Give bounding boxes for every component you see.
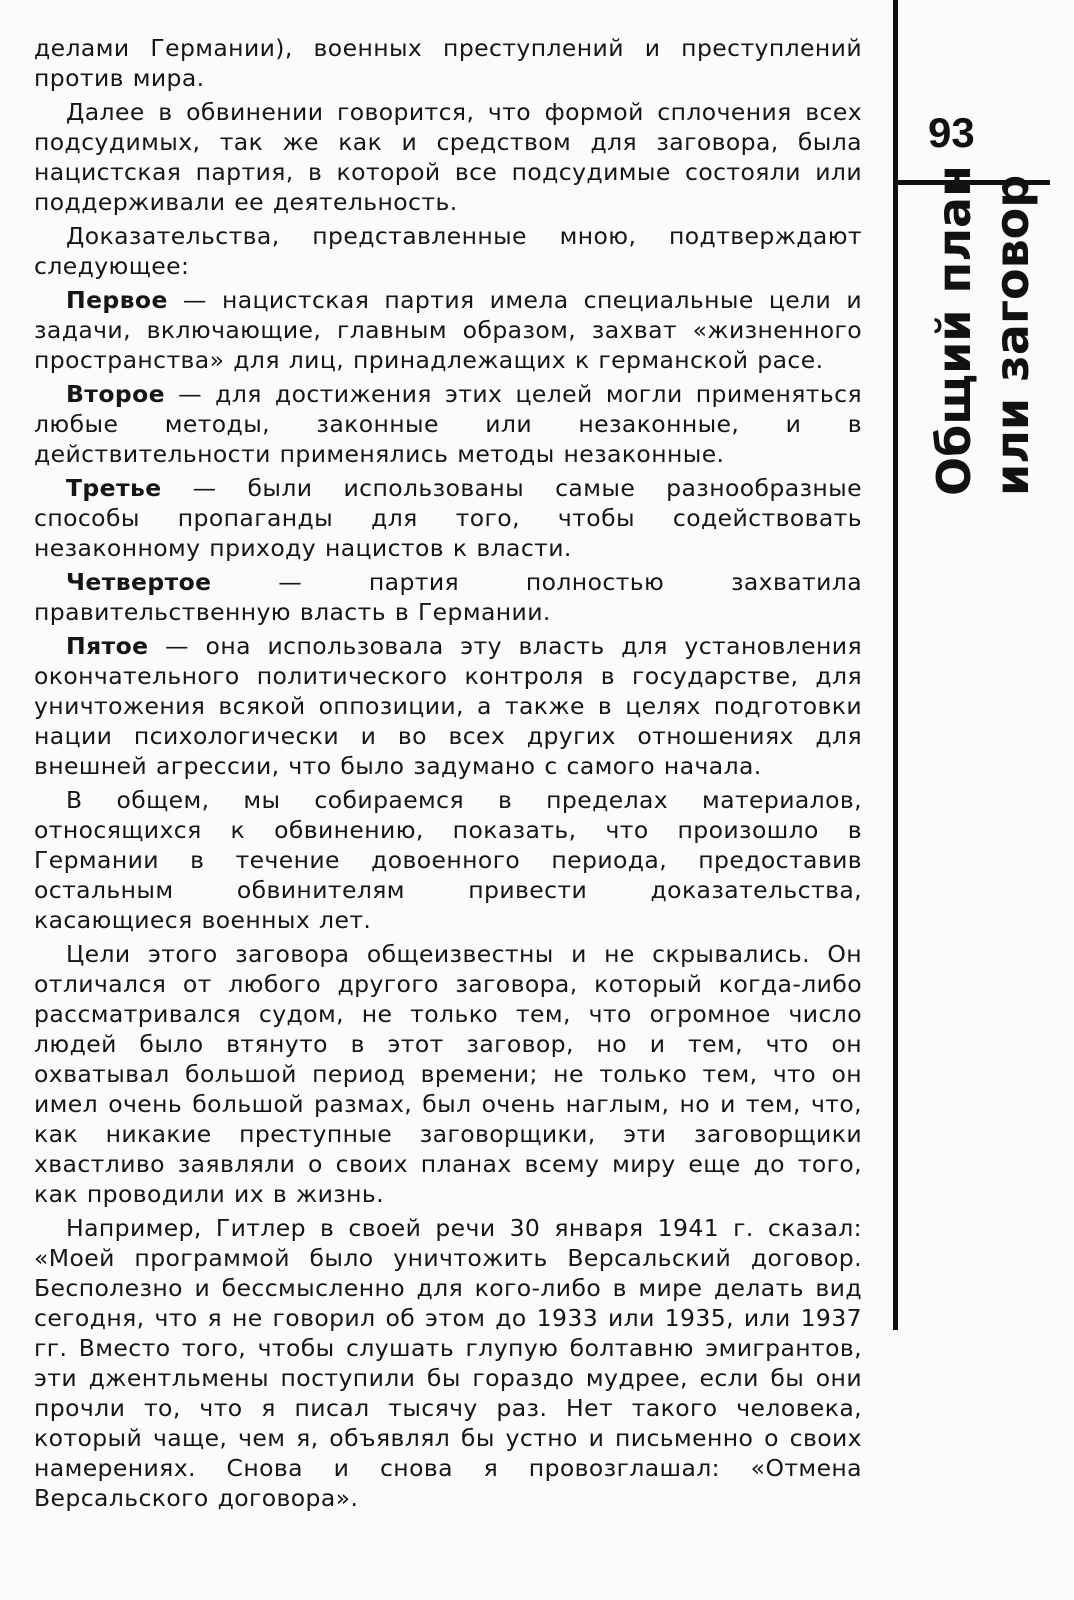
paragraph-fifth-point xyxy=(34,631,862,781)
paragraph-first-point xyxy=(34,285,862,375)
paragraph-text: — были использованы самые разнообразные способы пропаганды для того, чтобы содействовать незаконному приходу нацистов к власти. xyxy=(34,474,862,562)
paragraph-10 xyxy=(34,939,862,1209)
paragraph-third-point xyxy=(34,473,862,563)
body-text xyxy=(34,33,862,1517)
paragraph-text: Доказательства, представленные мною, подтверждают следующее: xyxy=(34,222,862,280)
running-title-line-2: или заговор xyxy=(985,174,1039,496)
paragraph-text: — партия полностью захватила правительственную власть в Германии. xyxy=(34,568,862,626)
paragraph-lead: Пятое xyxy=(66,632,149,660)
running-title xyxy=(925,165,1041,496)
page-number: 93 xyxy=(928,109,975,156)
paragraph-fourth-point xyxy=(34,567,862,627)
paragraph-lead: Первое xyxy=(66,286,168,314)
paragraph-1 xyxy=(34,33,862,93)
margin-vertical-rule xyxy=(893,0,898,1330)
paragraph-lead: Третье xyxy=(66,474,162,502)
paragraph-text: делами Германии), военных преступлений и преступлений против мира. xyxy=(34,34,862,92)
paragraph-second-point xyxy=(34,379,862,469)
running-title-line-1: Общий план xyxy=(927,165,981,496)
paragraph-11 xyxy=(34,1213,862,1513)
paragraph-text: В общем, мы собираемся в пределах материалов, относящихся к обвинению, показать, что произошло в Германии в течение довоенного периода, предоставив остальным обвинителям привести доказательства, касающиеся военных лет. xyxy=(34,786,862,934)
paragraph-lead: Второе xyxy=(66,380,165,408)
paragraph-text: Далее в обвинении говорится, что формой сплочения всех подсудимых, так же как и средством для заговора, была нацистская партия, в которой все подсудимые состояли или поддерживали ее деятельность. xyxy=(34,98,862,216)
paragraph-text: — она использовала эту власть для установления окончательного политического контроля в государстве, для уничтожения всякой оппозиции, а также в целях подготовки нации психологически и во всех других отношениях для внешней агрессии, что было задумано с самого начала. xyxy=(34,632,862,780)
paragraph-lead: Четвертое xyxy=(66,568,212,596)
paragraph-text: — нацистская партия имела специальные цели и задачи, включающие, главным образом, захват «жизненного пространства» для лиц, принадлежащих к германской расе. xyxy=(34,286,862,374)
paragraph-3 xyxy=(34,221,862,281)
paragraph-2 xyxy=(34,97,862,217)
paragraph-text: — для достижения этих целей могли применяться любые методы, законные или незаконные, и в действительности применялись методы незаконные. xyxy=(34,380,862,468)
paragraph-9 xyxy=(34,785,862,935)
paragraph-text: Цели этого заговора общеизвестны и не скрывались. Он отличался от любого другого заговора, который когда-либо рассматривался судом, не только тем, что огромное число людей было втянуто в этот заговор, но и тем, что он охватывал большой период времени; не только тем, что он имел очень большой размах, был очень наглым, но и тем, что, как никакие преступные заговорщики, эти заговорщики хвастливо заявляли о своих планах всему миру еще до того, как проводили их в жизнь. xyxy=(34,940,862,1208)
paragraph-text: Например, Гитлер в своей речи 30 января 1941 г. сказал: «Моей программой было уничтожить Версальский договор. Бесполезно и бессмысленно для кого-либо в мире делать вид сегодня, что я не говорил об этом до 1933 или 1935, или 1937 гг. Вместо того, чтобы слушать глупую болтавню эмигрантов, эти джентльмены поступили бы гораздо мудрее, если бы они прочли то, что я писал тысячу раз. Нет такого человека, который чаще, чем я, объявлял бы устно и письменно о своих намерениях. Снова и снова я провозглашал: «Отмена Версальского договора». xyxy=(34,1214,862,1512)
